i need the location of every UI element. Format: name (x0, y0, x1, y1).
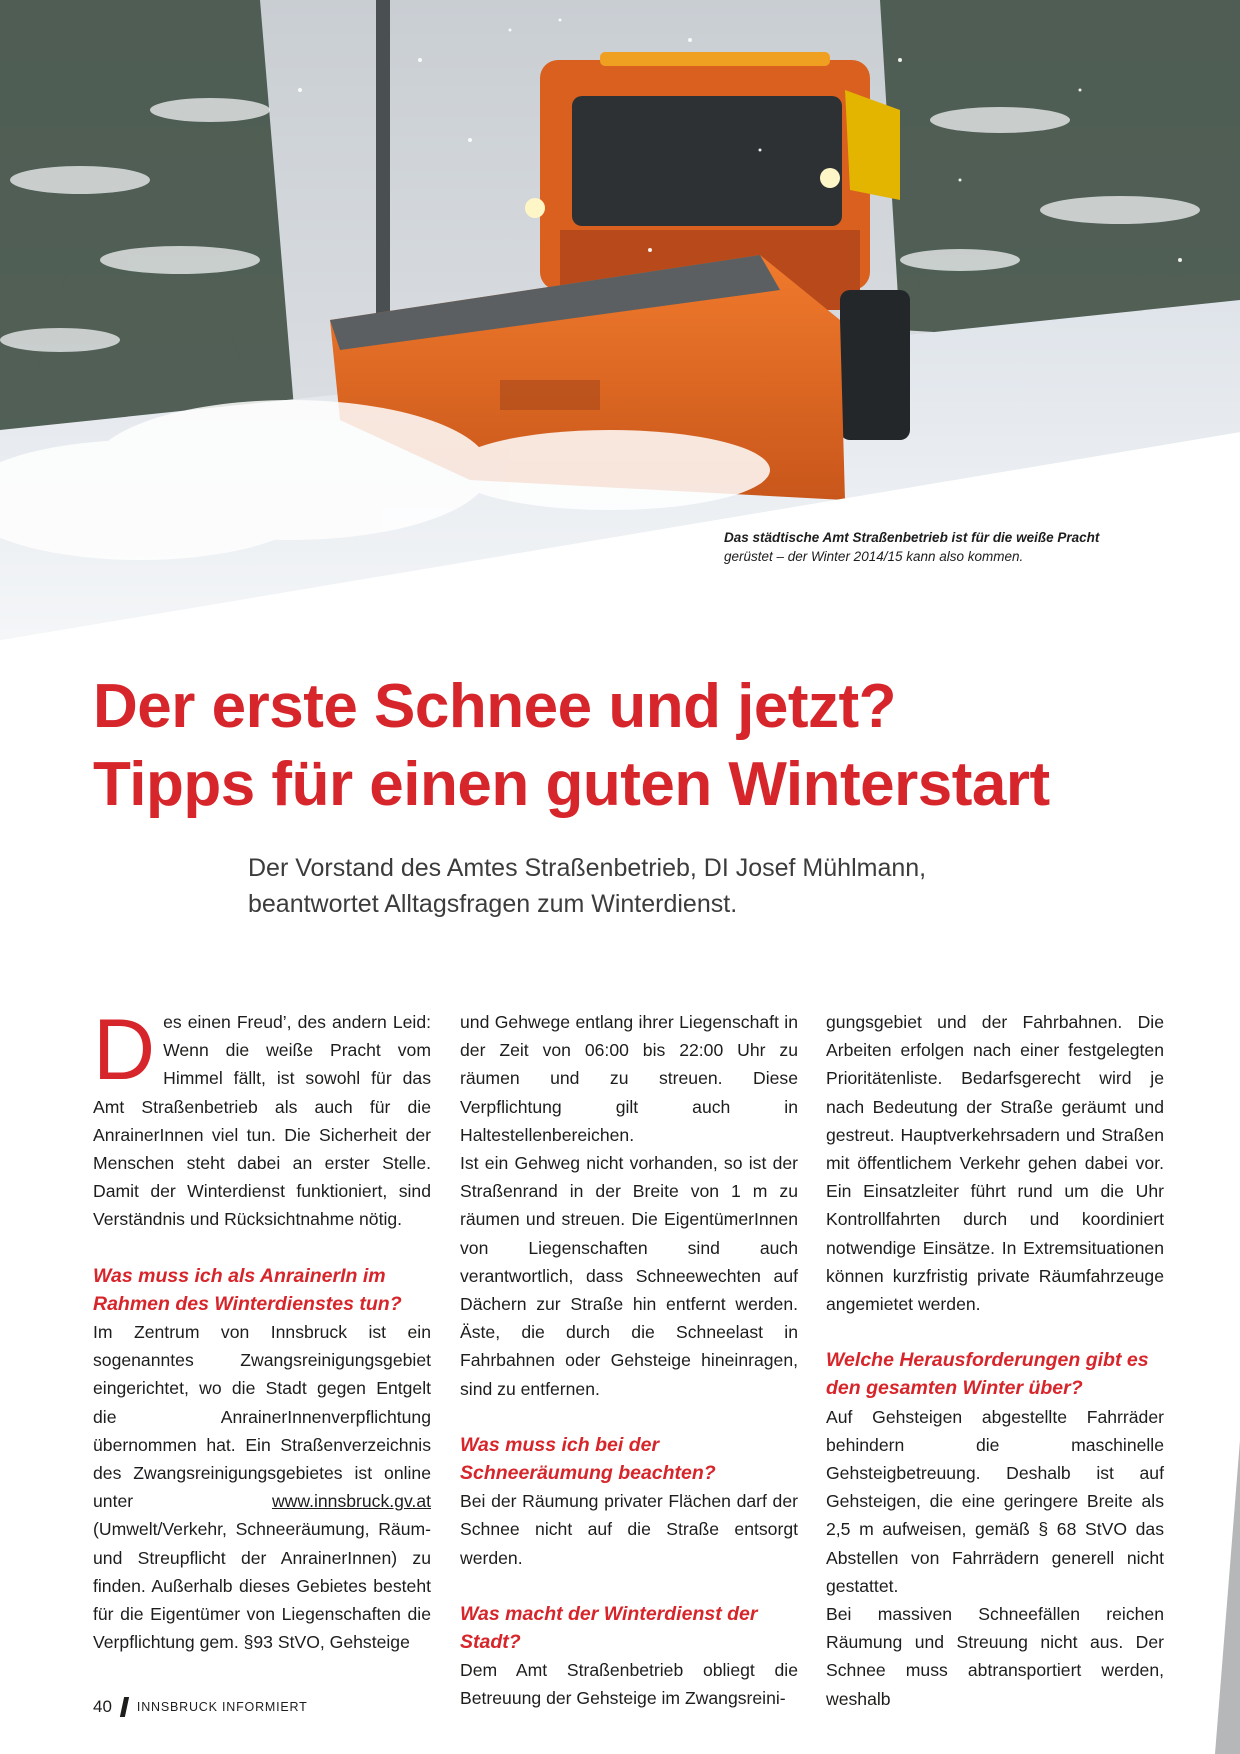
answer-paragraph-1 (93, 1318, 431, 1656)
answer-paragraph-3: Dem Amt Straßenbetrieb obliegt die Betreuung der Gehsteige im Zwangsreini- (460, 1660, 798, 1709)
article-column-3 (826, 1008, 1164, 1713)
lead-line-1: Der Vorstand des Amtes Straßenbetrieb, DI Josef Mühlmann, (248, 854, 927, 882)
photo-caption (724, 528, 1184, 566)
intro-paragraph (93, 1002, 431, 1234)
answer-text-1b: (Umwelt/Verkehr, Schneeräumung, Räum- und Streupflicht der AnrainerInnen) zu finden. Außerhalb dieses Gebietes besteht für die Eigentümer von Liegenschaften die Verpflichtung gem. §93 StVO, Gehsteige (93, 1519, 431, 1653)
separator-slash (120, 1697, 129, 1717)
headline-line-1: Der erste Schnee und jetzt? (93, 672, 897, 741)
column-2-paragraph-2: Ist ein Gehweg nicht vorhanden, so ist der Straßenrand in der Breite von 1 m zu räumen und streuen. Die EigentümerInnen von Liegenschaften sind auch verantwortlich, dass Schneewechten auf Dächern zur Straße hin entfernt werden. Äste, die durch die Schneelast in Fahrbahnen oder Gehsteige hineinragen, sind zu entfernen. (460, 1153, 798, 1399)
lead-line-2: beantwortet Alltagsfragen zum Winterdienst. (248, 890, 738, 918)
answer-paragraph-4a: Auf Gehsteigen abgestellte Fahrräder behindern die maschinelle Gehsteigbetreuung. Deshalb ist auf Gehsteigen, die eine geringere Breite als 2,5 m aufweisen, gemäß § 68 StVO das Abstellen von Fahrrädern generell nicht gestattet. (826, 1406, 1164, 1596)
lead-paragraph (248, 850, 1068, 922)
magazine-name: INNSBRUCK INFORMIERT (136, 1700, 308, 1714)
page-footer (93, 1697, 308, 1717)
page-title (93, 668, 1213, 824)
caption-bold: Das städtische Amt Straßenbetrieb ist für die weiße Pracht (724, 530, 1100, 545)
answer-paragraph-4b: Bei massiven Schneefällen reichen Räumung und Streuung nicht aus. Der Schnee muss abtransportiert werden, weshalb (826, 1604, 1164, 1709)
column-2-paragraph-1: und Gehwege entlang ihrer Liegenschaft in der Zeit von 06:00 bis 22:00 Uhr zu räumen und zu streuen. Diese Verpflichtung gilt auch in Haltestellenbereichen. (460, 1012, 798, 1145)
intro-text: es einen Freud’, des andern Leid: Wenn die weiße Pracht vom Himmel fällt, ist sowohl für das Amt Straßenbetrieb als auch für die AnrainerInnen viel tun. Die Sicherheit der Menschen steht dabei an erster Stelle. Damit der Winterdienst funktioniert, sind Verständnis und Rücksichtnahme nötig. (93, 1012, 431, 1230)
headline-line-2: Tipps für einen guten Winterstart (93, 750, 1050, 819)
page-number: 40 (93, 1697, 112, 1716)
column-3-paragraph-1: gungsgebiet und der Fahrbahnen. Die Arbeiten erfolgen nach einer festgelegten Prioritätenliste. Bedarfsgerecht wird je nach Bedeutung der Straße geräumt und gestreut. Hauptverkehrsadern und Straßen mit öffentlichem Verkehr gehen dabei vor. Ein Einsatzleiter führt rund um die Uhr Kontrollfahrten durch und koordiniert notwendige Einsätze. In Extremsituationen können kurzfristig private Räumfahrzeuge angemietet werden. (826, 1012, 1164, 1315)
answer-text-1a: Im Zentrum von Innsbruck ist ein sogenanntes Zwangsreinigungsgebiet eingerichtet, wo die Stadt gegen Entgelt die AnrainerInnenverpflichtung übernommen hat. Ein Straßenverzeichnis des Zwangsreinigungsgebietes ist online unter (93, 1322, 431, 1512)
caption-text: gerüstet – der Winter 2014/15 kann also kommen. (724, 549, 1024, 564)
answer-paragraph-2: Bei der Räumung privater Flächen darf der Schnee nicht auf die Straße entsorgt werden. (460, 1491, 798, 1568)
question-heading-3: Was macht der Winterdienst der Stadt? (460, 1602, 758, 1654)
article-column-2 (460, 1008, 798, 1713)
question-heading-4: Welche Herausforderungen gibt es den gesamten Winter über? (826, 1349, 1149, 1400)
drop-cap: D (93, 1002, 156, 1098)
question-heading-2: Was muss ich bei der Schneeräumung beachten? (460, 1433, 716, 1485)
article-column-1 (93, 1002, 431, 1656)
innsbruck-website-link[interactable]: www.innsbruck.gv.at (271, 1491, 431, 1512)
question-heading-1: Was muss ich als AnrainerIn im Rahmen des Winterdienstes tun? (93, 1264, 402, 1315)
